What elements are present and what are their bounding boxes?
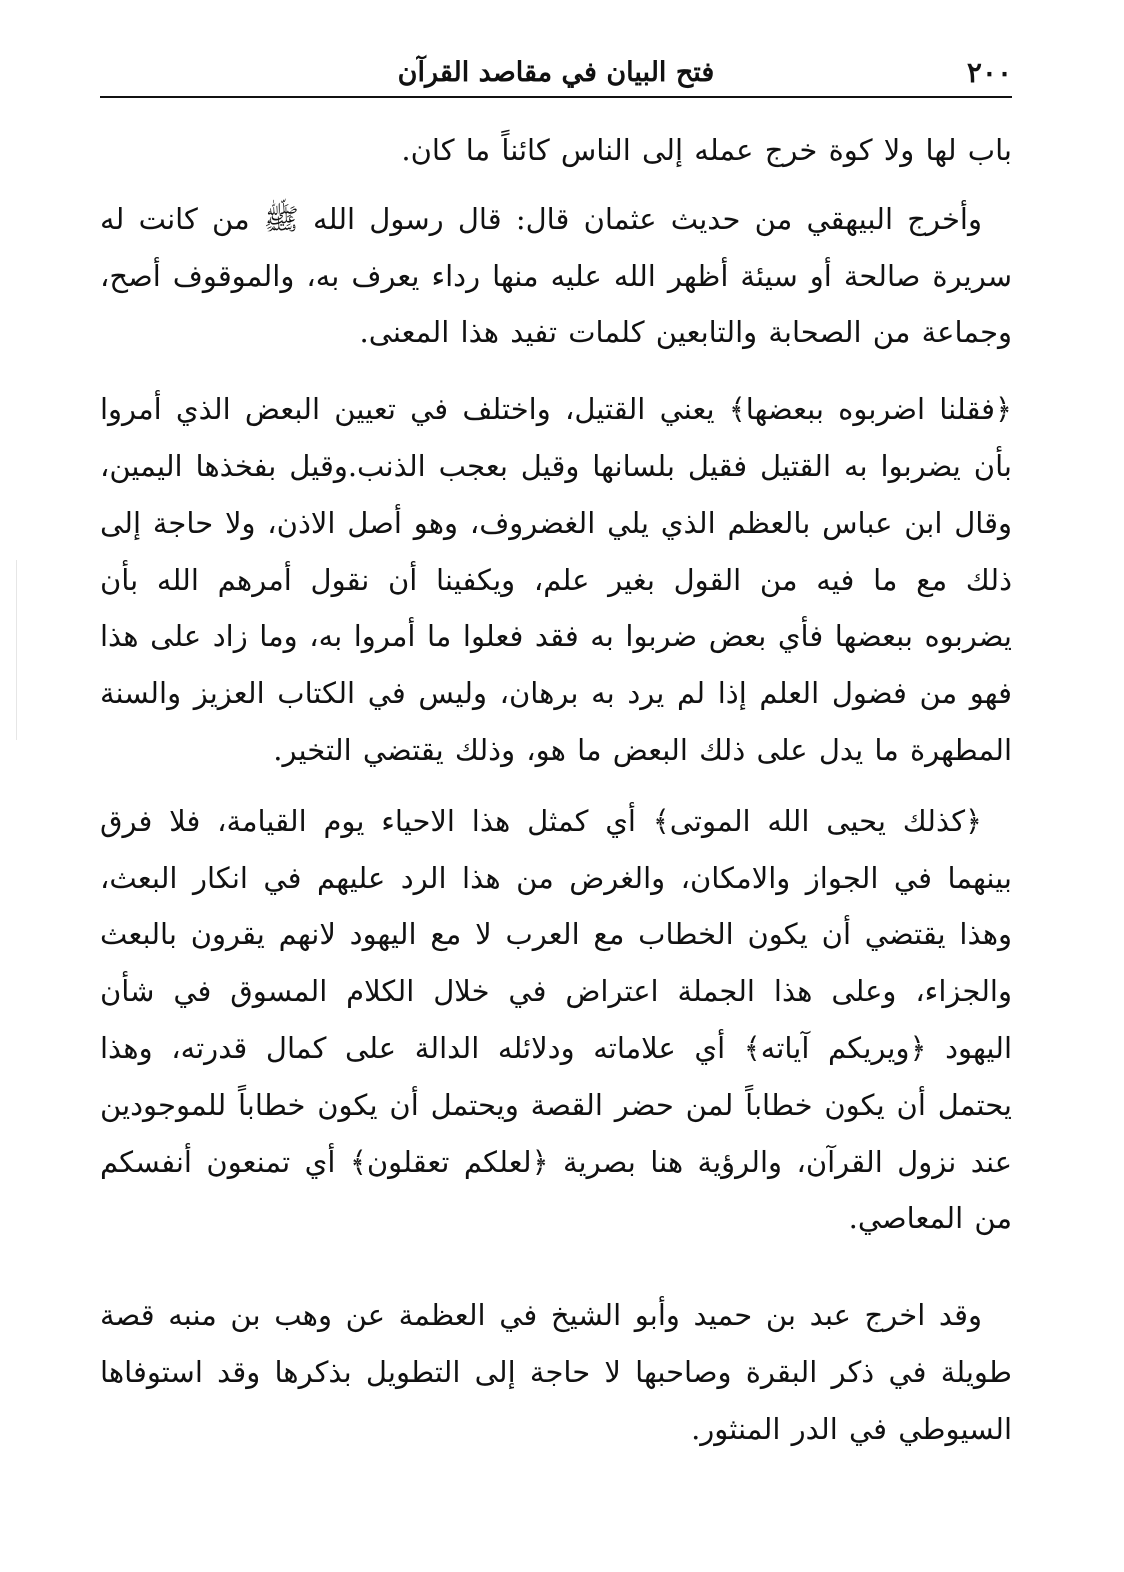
paragraph-3: ﴿فقلنا اضربوه ببعضها﴾ يعني القتيل، واختلف في تعيين البعض الذي أمروا بأن يضربوا به القتيل فقيل بلسانها وقيل بعجب الذنب.وقيل بفخذها اليمين، وقال ابن عباس بالعظم الذي يلي الغضروف، وهو أصل الاذن، ولا حاجة إلى ذلك مع ما فيه من القول بغير علم، ويكفينا أن نقول أمرهم الله بأن يضربوه ببعضها فأي بعض ضربوا به فقد فعلوا ما أمروا به، وما زاد على هذا فهو من فضول العلم إذا لم يرد به برهان، وليس في الكتاب العزيز والسنة المطهرة ما يدل على ذلك البعض ما هو، وذلك يقتضي التخير.	[100, 392, 1012, 767]
running-title: فتح البيان في مقاصد القرآن	[397, 57, 715, 88]
header-rule	[100, 96, 1012, 98]
page-number: ٢٠٠	[966, 56, 1012, 89]
paragraph-4: ﴿كذلك يحيى الله الموتى﴾ أي كمثل هذا الاحياء يوم القيامة، فلا فرق بينهما في الجواز والامكان، والغرض من هذا الرد عليهم في انكار البعث، وهذا يقتضي أن يكون الخطاب مع العرب لا مع اليهود لانهم يقرون بالبعث والجزاء، وعلى هذا الجملة اعتراض في خلال الكلام المسوق في شأن اليهود ﴿ويريكم آياته﴾ أي علاماته ودلائله الدالة على كمال قدرته، وهذا يحتمل أن يكون خطاباً لمن حضر القصة ويحتمل أن يكون خطاباً للموجودين عند نزول القرآن، والرؤية هنا بصرية ﴿لعلكم تعقلون﴾ أي تمنعون أنفسكم من المعاصي.	[100, 803, 1012, 1236]
page-header	[100, 48, 1012, 98]
paragraph-5: وقد اخرج عبد بن حميد وأبو الشيخ في العظمة عن وهب بن منبه قصة طويلة في ذكر البقرة وصاحبها لا حاجة إلى التطويل بذكرها وقد استوفاها السيوطي في الدر المنثور.	[100, 1298, 1012, 1446]
page-body	[100, 122, 1012, 1458]
scan-edge-mark	[16, 560, 17, 740]
paragraph-1: باب لها ولا كوة خرج عمله إلى الناس كائناً ما كان.	[401, 133, 1012, 167]
paragraph-2: وأخرج البيهقي من حديث عثمان قال: قال رسول الله ﷺ من كانت له سريرة صالحة أو سيئة أظهر الله عليه منها رداء يعرف به، والموقوف أصح، وجماعة من الصحابة والتابعين كلمات تفيد هذا المعنى.	[100, 201, 1012, 350]
